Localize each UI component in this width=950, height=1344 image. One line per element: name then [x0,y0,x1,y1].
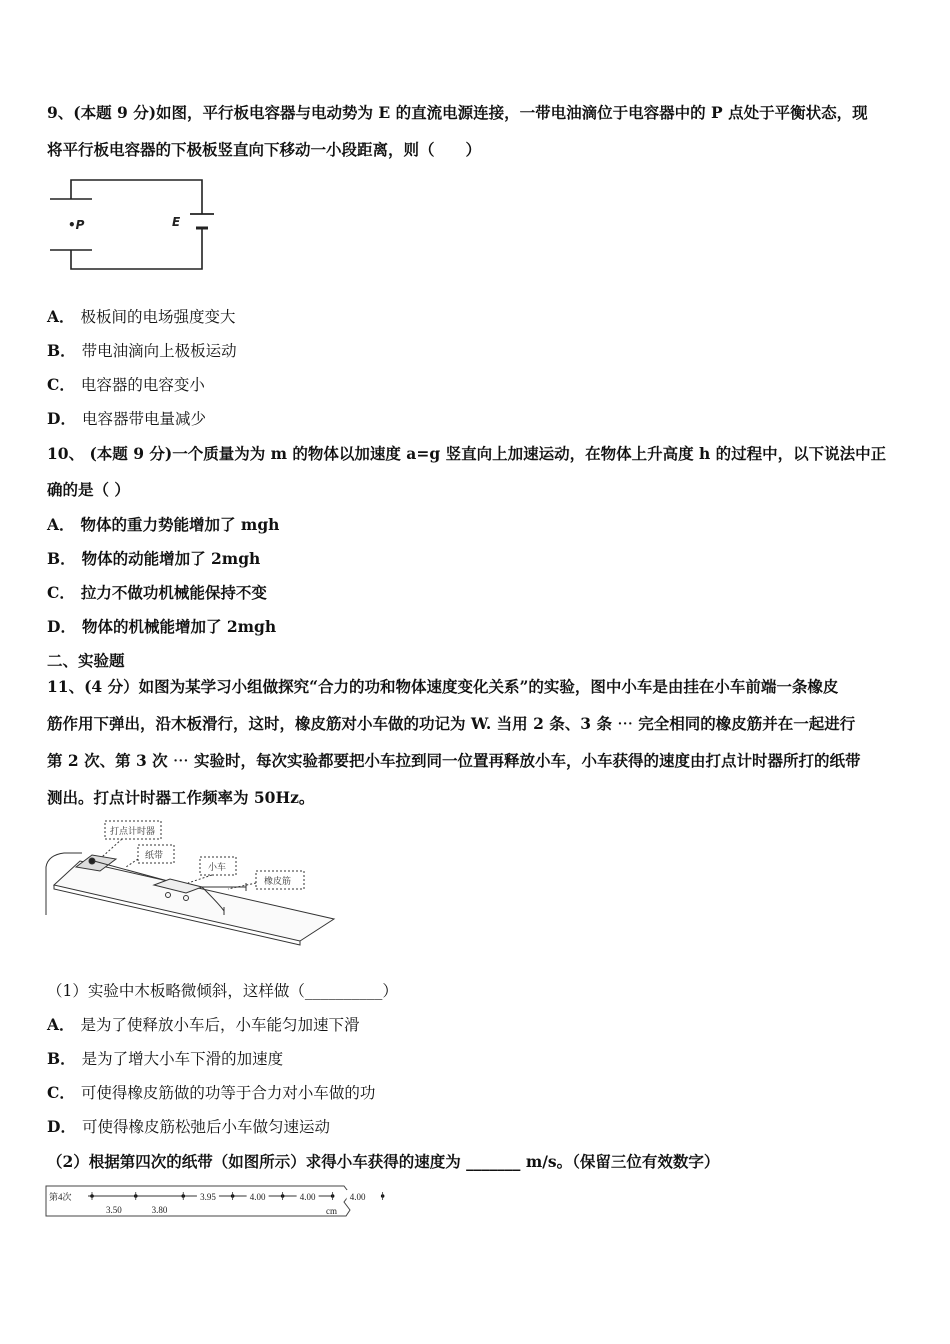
q11-sub1-option-a: A． 是为了使释放小车后，小车能匀加速下滑 [47,1015,360,1034]
q11-sub1-option-c: C． 可使得橡皮筋做的功等于合力对小车做的功 [47,1083,376,1102]
tape-segment-label: 3.95 [200,1192,216,1202]
q9-option-b: B． 带电油滴向上极板运动 [47,341,237,360]
q11-sub2-prompt: （2）根据第四次的纸带（如图所示）求得小车获得的速度为 _______ m/s。（保留三位有效数字） [47,1152,720,1171]
q9-option-a: A． 极板间的电场强度变大 [47,307,236,326]
q10-option-c: C． 拉力不做功机械能保持不变 [47,583,267,602]
q9-option-d: D． 电容器带电量减少 [47,409,206,428]
q10-stem-line1: 10、 (本题 9 分)一个质量为为 m 的物体以加速度 a=g 竖直向上加速运动，在物体上升高度 h 的过程中，以下说法中正 [47,444,887,463]
point-p-label: •P [68,218,85,232]
wooden-board [54,861,334,941]
timer-label: 打点计时器 [110,827,156,837]
q11-stem-line1: 11、(4 分）如图为某学习小组做探究“合力的功和物体速度变化关系”的实验，图中小车是由挂在小车前端一条橡皮 [47,677,839,696]
q11-stem-line3: 第 2 次、第 3 次 ⋯ 实验时，每次实验都要把小车拉到同一位置再释放小车，小车获得的速度由打点计时器所打的纸带 [47,751,861,770]
section-title: 二、实验题 [47,651,125,670]
tape-segment-label: 4.00 [249,1192,266,1202]
q11-sub1-option-b: B． 是为了增大小车下滑的加速度 [47,1049,284,1068]
circuit-bottom-wire [71,228,202,269]
tape-segment-label: 4.00 [349,1192,366,1202]
rubber-band-label: 橡皮筋 [264,877,292,887]
q10-option-b: B． 物体的动能增加了 2mgh [47,549,261,568]
cart-label: 小车 [208,863,227,873]
tape-segment-label: 3.80 [151,1205,168,1215]
q10-option-d: D． 物体的机械能增加了 2mgh [47,617,277,636]
q11-sub1-prompt: （1）实验中木板略微倾斜，这样做（__________） [47,982,398,1000]
q10-stem-line2: 确的是（ ） [47,480,130,499]
tape-segment-label: 4.00 [299,1192,316,1202]
q11-stem-line4: 测出。打点计时器工作频率为 50Hz。 [47,788,315,807]
paper-tape-strip [44,1184,366,1220]
tape-label: 纸带 [145,851,164,861]
tape-unit-label: cm [326,1206,337,1216]
experiment-apparatus-diagram [42,815,338,947]
circuit-top-wire [71,180,202,214]
q9-option-c: C． 电容器的电容变小 [47,375,205,394]
tape-run-label: 第4次 [49,1192,72,1202]
emf-e-label: E [172,215,181,229]
capacitor-circuit-diagram [44,172,219,275]
q9-stem-line2: 将平行板电容器的下极板竖直向下移动一小段距离，则（ ） [47,140,482,159]
tape-segment-label: 3.50 [106,1205,122,1215]
q11-stem-line2: 筋作用下弹出，沿木板滑行，这时，橡皮筋对小车做的功记为 W. 当用 2 条、3 条 ⋯ 完全相同的橡皮筋并在一起进行 [47,714,856,733]
q10-option-a: A． 物体的重力势能增加了 mgh [47,515,280,534]
q9-stem-line1: 9、(本题 9 分)如图，平行板电容器与电动势为 E 的直流电源连接，一带电油滴位于电容器中的 P 点处于平衡状态，现 [47,103,868,122]
q11-sub1-option-d: D． 可使得橡皮筋松弛后小车做匀速运动 [47,1117,330,1136]
